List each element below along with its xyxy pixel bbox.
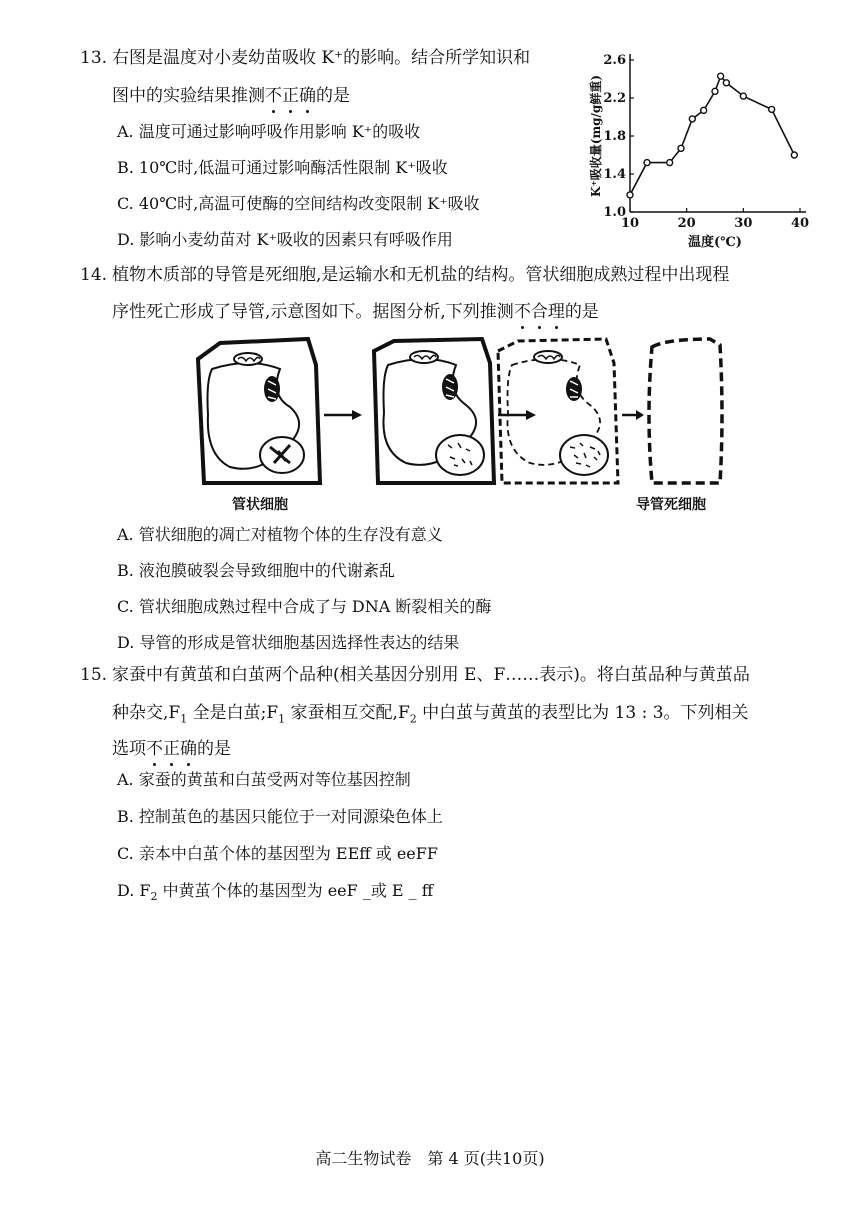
x-tick-label: 20 — [677, 216, 696, 231]
question-15-stem-line1: 家蚕中有黄茧和白茧两个品种(相关基因分别用 E、F……表示)。将白茧品种与黄茧品 — [112, 665, 750, 685]
question-14-option-c[interactable]: C. 管状细胞成熟过程中合成了与 DNA 断裂相关的酶 — [117, 597, 492, 616]
question-13-option-c[interactable]: C. 40℃时,高温可使酶的空间结构改变限制 K⁺吸收 — [117, 194, 480, 213]
y-axis-label: K⁺吸收量(mg/g鲜重) — [589, 75, 603, 197]
question-15-option-a[interactable]: A. 家蚕的黄茧和白茧受两对等位基因控制 — [117, 770, 411, 789]
y-tick-label: 2.6 — [603, 53, 626, 68]
question-13-option-d[interactable]: D. 影响小麦幼苗对 K⁺吸收的因素只有呼吸作用 — [117, 230, 453, 249]
y-tick-label: 1.4 — [603, 167, 626, 182]
question-13-option-a[interactable]: A. 温度可通过影响呼吸作用影响 K⁺的吸收 — [117, 122, 421, 141]
data-point — [740, 93, 746, 99]
nucleus — [436, 435, 484, 475]
data-point — [627, 192, 633, 198]
data-point — [723, 80, 729, 86]
question-15-number: 15. — [80, 665, 108, 685]
vessel-dead-cell — [649, 339, 722, 483]
emphasis-char: 正 — [282, 86, 299, 106]
caption-tubular-cell: 管状细胞 — [232, 497, 288, 513]
question-15-stem-line3: 选项不正确的是 — [112, 739, 231, 759]
y-tick-label: 2.2 — [603, 91, 626, 106]
page-footer: 高二生物试卷 第 4 页(共10页) — [315, 1149, 545, 1168]
emphasis-char: 正 — [163, 739, 180, 759]
x-tick-label: 10 — [620, 216, 640, 231]
emphasis-char: 不 — [513, 302, 531, 322]
question-14-option-d[interactable]: D. 导管的形成是管状细胞基因选择性表达的结果 — [117, 633, 460, 652]
emphasis-char: 不 — [146, 739, 163, 759]
emphasis-char: 确 — [299, 86, 316, 106]
emphasis-char: 理 — [547, 302, 565, 322]
emphasis-char: 合 — [530, 302, 548, 322]
tubular-cell-stage-1 — [198, 339, 320, 483]
question-15-option-b[interactable]: B. 控制茧色的基因只能位于一对同源染色体上 — [117, 807, 443, 826]
tracheary-cell-death-diagram — [190, 335, 730, 485]
x-tick-label: 40 — [790, 216, 810, 231]
k-uptake-temperature-chart — [578, 48, 818, 253]
emphasis-char: 不 — [265, 86, 282, 106]
question-14-option-a[interactable]: A. 管状细胞的凋亡对植物个体的生存没有意义 — [117, 525, 443, 544]
y-tick-label: 1.8 — [603, 129, 626, 144]
data-point — [644, 160, 650, 166]
question-15-option-c[interactable]: C. 亲本中白茧个体的基因型为 EEff 或 eeFF — [117, 844, 438, 863]
question-14-stem-line2: 序性死亡形成了导管,示意图如下。据图分析,下列推测不合理的是 — [112, 302, 599, 322]
question-14-number: 14. — [80, 265, 108, 285]
data-point — [689, 116, 695, 122]
data-point — [718, 73, 724, 79]
question-13-option-b[interactable]: B. 10℃时,低温可通过影响酶活性限制 K⁺吸收 — [117, 158, 448, 177]
question-13-stem-line1: 右图是温度对小麦幼苗吸收 K⁺的影响。结合所学知识和 — [112, 48, 531, 68]
question-13-number: 13. — [80, 48, 108, 68]
data-point — [667, 160, 673, 166]
tubular-cell-stage-3 — [498, 339, 618, 483]
question-14-option-b[interactable]: B. 液泡膜破裂会导致细胞中的代谢紊乱 — [117, 561, 395, 580]
question-14-stem-line1: 植物木质部的导管是死细胞,是运输水和无机盐的结构。管状细胞成熟过程中出现程 — [112, 265, 730, 285]
data-point — [678, 145, 684, 151]
x-axis-label: 温度(℃) — [688, 235, 742, 250]
data-point — [701, 107, 707, 113]
x-tick-label: 30 — [734, 216, 753, 231]
question-13-stem-line2: 图中的实验结果推测不正确的是 — [112, 86, 350, 106]
caption-vessel-dead-cell: 导管死细胞 — [636, 497, 706, 513]
series-line — [630, 76, 794, 195]
data-point — [712, 88, 718, 94]
data-point — [791, 152, 797, 158]
question-15-stem-line2: 种杂交$,F_1$ 全是白茧$;F_1$ 家蚕相互交配$,F_2$ 中白茧与黄茧的表型比为 13 : 3。下列相关 — [112, 703, 749, 726]
data-point — [769, 106, 775, 112]
emphasis-char: 确 — [180, 739, 197, 759]
tubular-cell-stage-2 — [374, 339, 494, 483]
y-tick-label: 1.0 — [603, 205, 626, 220]
question-15-option-d[interactable]: D. $F_2$ 中黄茧个体的基因型为 eeF _或 E _ ff — [117, 881, 434, 904]
